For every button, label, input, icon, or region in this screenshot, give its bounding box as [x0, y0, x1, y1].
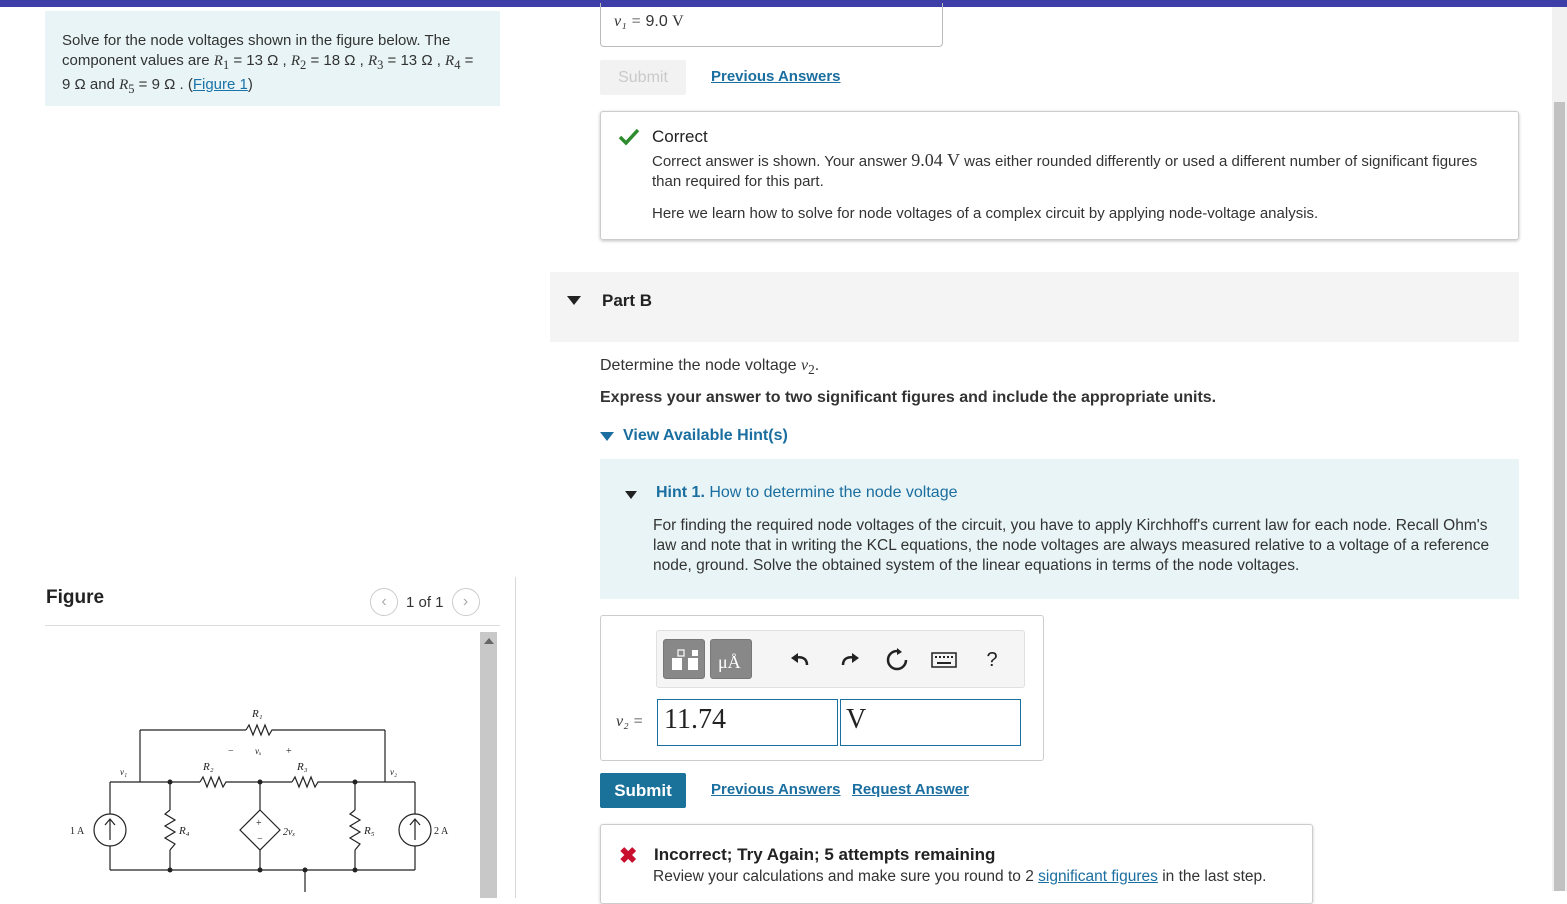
part-b-instructions: Express your answer to two significant figures and include the appropriate units. — [600, 389, 1217, 406]
hint-body: For finding the required node voltages of the circuit, you have to apply Kirchhoff's current law for each node. Recall Ohm's law and note that in writing the KCL equations, the node voltages are always measured relative to a voltage of a reference node, ground. Solve the obtained system of the linear equations in terms of the node voltages. — [653, 517, 1490, 574]
unit-input[interactable]: V — [840, 699, 1021, 746]
hint-panel — [600, 459, 1519, 599]
divider — [45, 625, 500, 626]
scrollbar-thumb[interactable] — [1554, 102, 1565, 891]
figure-scrollbar[interactable] — [480, 632, 497, 898]
feedback-title: Incorrect; Try Again; 5 attempts remaining — [654, 845, 996, 864]
svg-text:−: − — [257, 834, 263, 845]
reset-icon[interactable] — [882, 645, 912, 675]
correct-feedback — [600, 111, 1519, 240]
undo-icon[interactable] — [785, 645, 815, 675]
collapse-triangle-icon[interactable] — [567, 296, 581, 305]
figure-link[interactable]: Figure 1 — [192, 76, 248, 93]
keyboard-icon[interactable] — [929, 645, 959, 675]
part-b-header[interactable] — [550, 272, 1519, 342]
request-answer-link[interactable]: Request Answer — [852, 781, 969, 798]
figure-pager — [370, 588, 480, 616]
answer-label: v₂ = — [616, 713, 644, 730]
significant-figures-link[interactable]: significant figures — [1038, 868, 1158, 885]
feedback-explanation: Here we learn how to solve for node voltages of a complex circuit by applying node-voltage analysis. — [652, 205, 1319, 222]
label-src1: 1 A — [70, 826, 85, 837]
label-vx: vₓ — [255, 746, 262, 756]
incorrect-feedback — [600, 824, 1313, 904]
label-src2: 2 A — [434, 826, 449, 837]
part-b-label: Part B — [602, 291, 653, 310]
chevron-right-icon[interactable]: › — [452, 588, 480, 616]
label-v2: v₂ — [390, 767, 398, 777]
dependent-source — [240, 810, 280, 850]
previous-answers-link[interactable]: Previous Answers — [711, 781, 841, 798]
view-hints-toggle[interactable]: View Available Hint(s) — [600, 427, 788, 445]
part-a-answer-field: v₁ = 9.0 V — [600, 3, 943, 47]
label-r1: R₁ — [252, 708, 263, 720]
hint-triangle-icon — [600, 432, 614, 441]
circuit-wires — [110, 730, 415, 892]
answer-pane — [516, 7, 1550, 891]
math-toolbar — [656, 630, 1025, 688]
label-dep: 2vₓ — [283, 827, 296, 838]
circuit-diagram — [60, 692, 470, 892]
feedback-title: Correct — [652, 127, 708, 146]
feedback-text: Correct answer is shown. Your answer 9.04 V was either rounded differently or used a different number of significant figures than required for this part. — [652, 150, 1478, 190]
resistor-r1 — [246, 725, 274, 735]
check-icon — [618, 127, 640, 147]
hint-title[interactable]: Hint 1. How to determine the node voltage — [656, 484, 958, 501]
label-r4: R₄ — [179, 825, 190, 837]
part-a-submit-button[interactable]: Submit — [600, 60, 686, 95]
svg-text:+: + — [256, 818, 262, 829]
label-plus: + — [286, 746, 292, 757]
part-a-previous-answers-link[interactable]: Previous Answers — [711, 68, 841, 85]
current-source-1a — [94, 814, 126, 846]
label-minus: − — [228, 746, 234, 757]
resistor-r4 — [165, 810, 175, 850]
feedback-text: Review your calculations and make sure you round to 2 significant figures in the last step. — [653, 868, 1267, 885]
label-r2: R₂ — [203, 761, 214, 773]
label-r5: R₅ — [364, 825, 375, 837]
current-source-2a — [399, 814, 431, 846]
template-icon[interactable] — [663, 639, 705, 679]
label-v1: v₁ — [120, 767, 128, 777]
figure-title: Figure — [46, 587, 105, 608]
problem-statement: Solve for the node voltages shown in the figure below. The component values are $R_1 = 13$ Ω , $R_2 = 18$ Ω , $R_3 = 13$ Ω , $R_4 = 9$ Ω and $R_5 = 9$ Ω . (Figure 1) — [45, 11, 500, 106]
pager-text: 1 of 1 — [406, 593, 444, 611]
resistor-r5 — [350, 810, 360, 850]
part-b-question: Determine the node voltage $v_2$. — [600, 357, 820, 378]
help-button[interactable]: ? — [986, 648, 998, 671]
answer-input-box — [600, 615, 1044, 761]
hint-collapse-icon[interactable] — [625, 491, 637, 499]
problem-pane — [0, 7, 516, 891]
x-icon: ✖ — [619, 843, 638, 868]
value-input[interactable]: 11.74 — [657, 699, 838, 746]
resistor-r3 — [292, 777, 320, 787]
submit-button[interactable]: Submit — [600, 773, 686, 808]
chevron-left-icon[interactable]: ‹ — [370, 588, 398, 616]
units-button[interactable]: μÅ — [710, 639, 752, 679]
resistor-r2 — [200, 777, 228, 787]
redo-icon[interactable] — [835, 645, 865, 675]
label-r3: R₃ — [297, 761, 308, 773]
window-scrollbar[interactable] — [1552, 7, 1567, 891]
